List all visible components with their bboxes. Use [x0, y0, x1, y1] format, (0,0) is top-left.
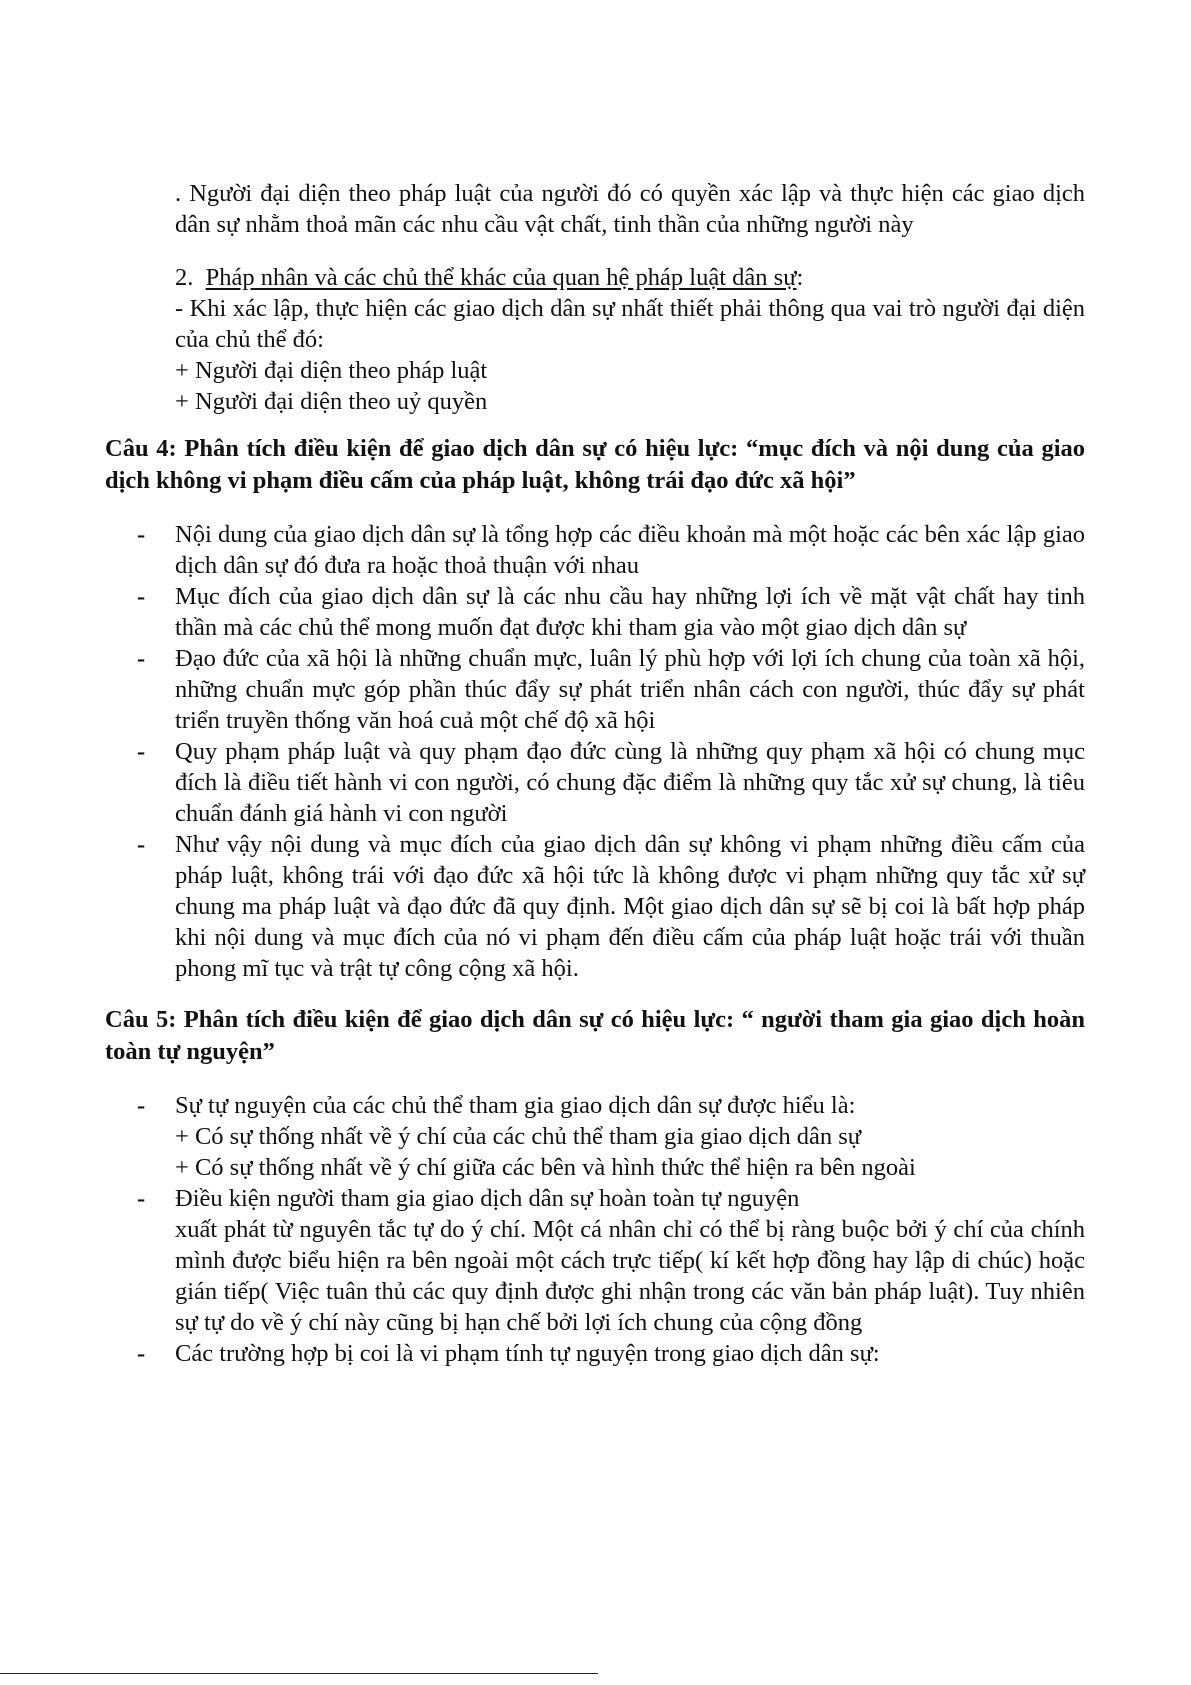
list-dash: -	[137, 831, 146, 858]
list-dash: -	[137, 738, 146, 765]
list-dash: -	[137, 645, 146, 672]
list-dash: -	[137, 1092, 146, 1119]
footer-rule	[0, 1673, 598, 1674]
cau-4-item-2-text: Mục đích của giao dịch dân sự là các nhu cầu hay những lợi ích về mặt vật chất hay tinh thần mà các chủ thể mong muốn đạt được khi tham gia vào một giao dịch dân sự	[175, 583, 1085, 641]
list-dash: -	[137, 1185, 146, 1212]
cau-5-item-2-line-2: xuất phát từ nguyên tắc tự do ý chí. Một cá nhân chỉ có thể bị ràng buộc bởi ý chí của chính mình được biểu hiện ra bên ngoài một cách trực tiếp( kí kết hợp đồng hay lập di chúc) hoặc gián tiếp( Việc tuân thủ các quy định được ghi nhận trong các văn bản pháp luật). Tuy nhiên sự tự do về ý chí này cũng bị hạn chế bởi lợi ích chung của cộng đồng	[175, 1216, 1085, 1336]
cau-4-item-2	[105, 581, 1085, 643]
section-2-heading: Pháp nhân và các chủ thể khác của quan hệ pháp luật dân sự	[205, 264, 797, 291]
intro-paragraph: . Người đại diện theo pháp luật của người đó có quyền xác lập và thực hiện các giao dịch dân sự nhằm thoả mãn các nhu cầu vật chất, tinh thần của những người này	[175, 180, 1085, 238]
document-body	[105, 178, 1085, 1369]
section-2-line-3: + Người đại diện theo uỷ quyền	[175, 388, 488, 415]
cau-5-item-1-sub-2: + Có sự thống nhất về ý chí giữa các bên và hình thức thể hiện ra bên ngoài	[175, 1154, 916, 1181]
list-dash: -	[137, 1340, 146, 1367]
list-dash: -	[137, 583, 146, 610]
cau-5-item-1-sub-1: + Có sự thống nhất về ý chí của các chủ thể tham gia giao dịch dân sự	[175, 1123, 862, 1150]
cau-4-heading: Câu 4: Phân tích điều kiện để giao dịch dân sự có hiệu lực: “mục đích và nội dung của giao dịch không vi phạm điều cấm của pháp luật, không trái đạo đức xã hội”	[105, 435, 1085, 494]
cau-4-item-1-text: Nội dung của giao dịch dân sự là tổng hợp các điều khoản mà một hoặc các bên xác lập giao dịch dân sự đó đưa ra hoặc thoả thuận với nhau	[175, 521, 1085, 579]
cau-5-item-3-text: Các trường hợp bị coi là vi phạm tính tự nguyện trong giao dịch dân sự:	[175, 1340, 880, 1367]
section-2-colon: :	[796, 264, 804, 291]
section-2-title	[105, 262, 1085, 293]
cau-4-item-4	[105, 736, 1085, 829]
cau-4-item-5	[105, 829, 1085, 984]
cau-4-item-4-text: Quy phạm pháp luật và quy phạm đạo đức cùng là những quy phạm xã hội có chung mục đích là điều tiết hành vi con người, có chung đặc điểm là những quy tắc xử sự chung, là tiêu chuẩn đánh giá hành vi con người	[175, 738, 1085, 827]
section-2-line-1: - Khi xác lập, thực hiện các giao dịch dân sự nhất thiết phải thông qua vai trò người đại diện của chủ thể đó:	[175, 295, 1085, 353]
cau-4-list	[105, 519, 1085, 984]
cau-5-item-2-line-1: Điều kiện người tham gia giao dịch dân sự hoàn toàn tự nguyện	[175, 1185, 800, 1212]
cau-5-item-3	[105, 1338, 1085, 1369]
section-2-number: 2.	[175, 264, 194, 291]
cau-4-item-5-text: Như vậy nội dung và mục đích của giao dịch dân sự không vi phạm những điều cấm của pháp luật, không trái với đạo đức xã hội tức là không được vi phạm những quy tắc xử sự chung ma pháp luật và đạo đức đã quy định. Một giao dịch dân sự sẽ bị coi là bất hợp pháp khi nội dung và mục đích của nó vi phạm đến điều cấm của pháp luật hoặc trái với thuần phong mĩ tục và trật tự công cộng xã hội.	[175, 831, 1085, 982]
list-dash: -	[137, 521, 146, 548]
cau-5-list	[105, 1090, 1085, 1369]
cau-5-item-2	[105, 1183, 1085, 1338]
cau-4-item-1	[105, 519, 1085, 581]
section-2-line-2: + Người đại diện theo pháp luật	[175, 357, 488, 384]
cau-4-item-3-text: Đạo đức của xã hội là những chuẩn mực, luân lý phù hợp với lợi ích chung của toàn xã hội, những chuẩn mực góp phần thúc đẩy sự phát triển nhân cách con người, thúc đẩy sự phát triển truyền thống văn hoá cuả một chế độ xã hội	[175, 645, 1085, 734]
cau-5-heading: Câu 5: Phân tích điều kiện để giao dịch dân sự có hiệu lực: “ người tham gia giao dịch hoàn toàn tự nguyện”	[105, 1006, 1085, 1065]
cau-4-item-3	[105, 643, 1085, 736]
cau-5-item-1-text: Sự tự nguyện của các chủ thể tham gia giao dịch dân sự được hiểu là:	[175, 1092, 856, 1119]
spacer	[105, 240, 1085, 262]
cau-5-item-1	[105, 1090, 1085, 1183]
